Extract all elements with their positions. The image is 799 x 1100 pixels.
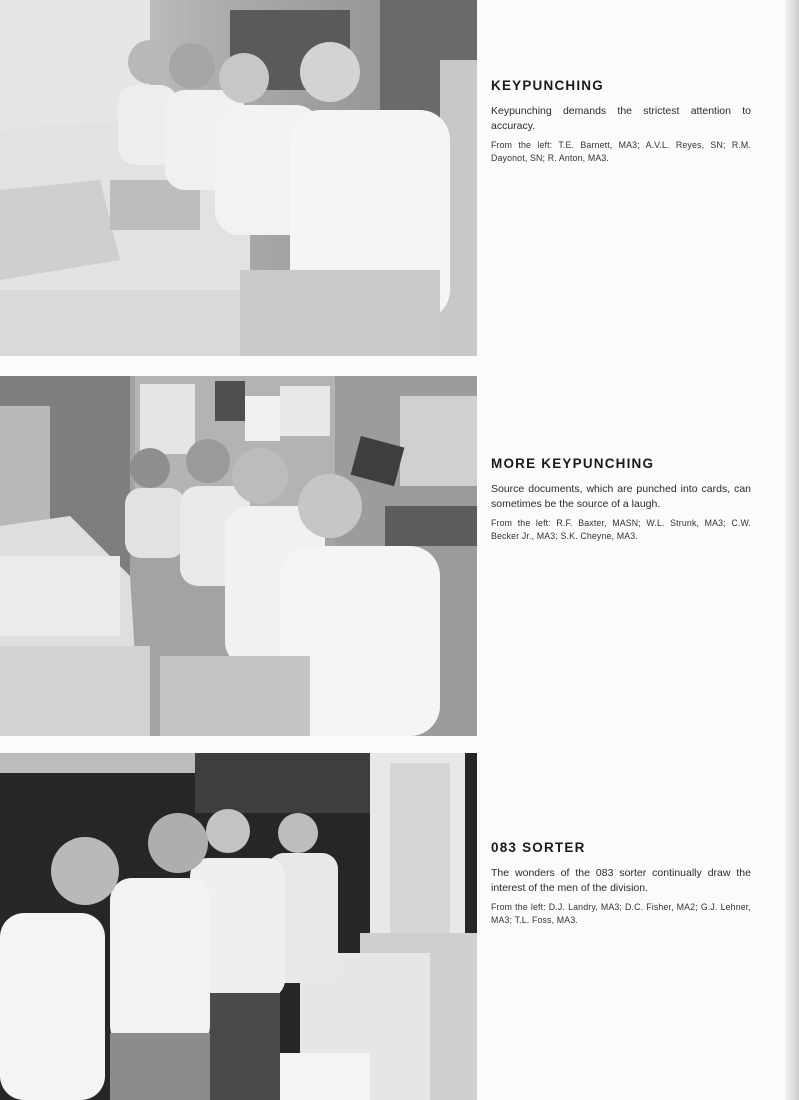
caption-keypunching [491,78,751,165]
caption-more-keypunching [491,456,751,543]
section-description: Keypunching demands the strictest attention to accuracy. [491,105,751,132]
section-description: Source documents, which are punched into cards, can sometimes be the source of a laugh. [491,483,751,510]
section-names: From the left: D.J. Landry, MA3; D.C. Fisher, MA2; G.J. Lehner, MA3; T.L. Foss, MA3. [491,902,751,925]
photo-keypunching [0,0,477,356]
section-names: From the left: T.E. Barnett, MA3; A.V.L. Reyes, SN; R.M. Dayonot, SN; R. Anton, MA3. [491,140,751,163]
section-names: From the left: R.F. Baxter, MASN; W.L. Strunk, MA3; C.W. Becker Jr., MA3; S.K. Cheyne, MA3. [491,518,751,541]
page-edge-shadow [785,0,799,1100]
section-title: MORE KEYPUNCHING [491,456,655,471]
section-description: The wonders of the 083 sorter continually draw the interest of the men of the division. [491,867,751,894]
photo-083-sorter [0,753,477,1100]
photo-more-keypunching [0,376,477,736]
section-title: 083 SORTER [491,840,586,855]
caption-083-sorter [491,840,751,927]
section-title: KEYPUNCHING [491,78,604,93]
